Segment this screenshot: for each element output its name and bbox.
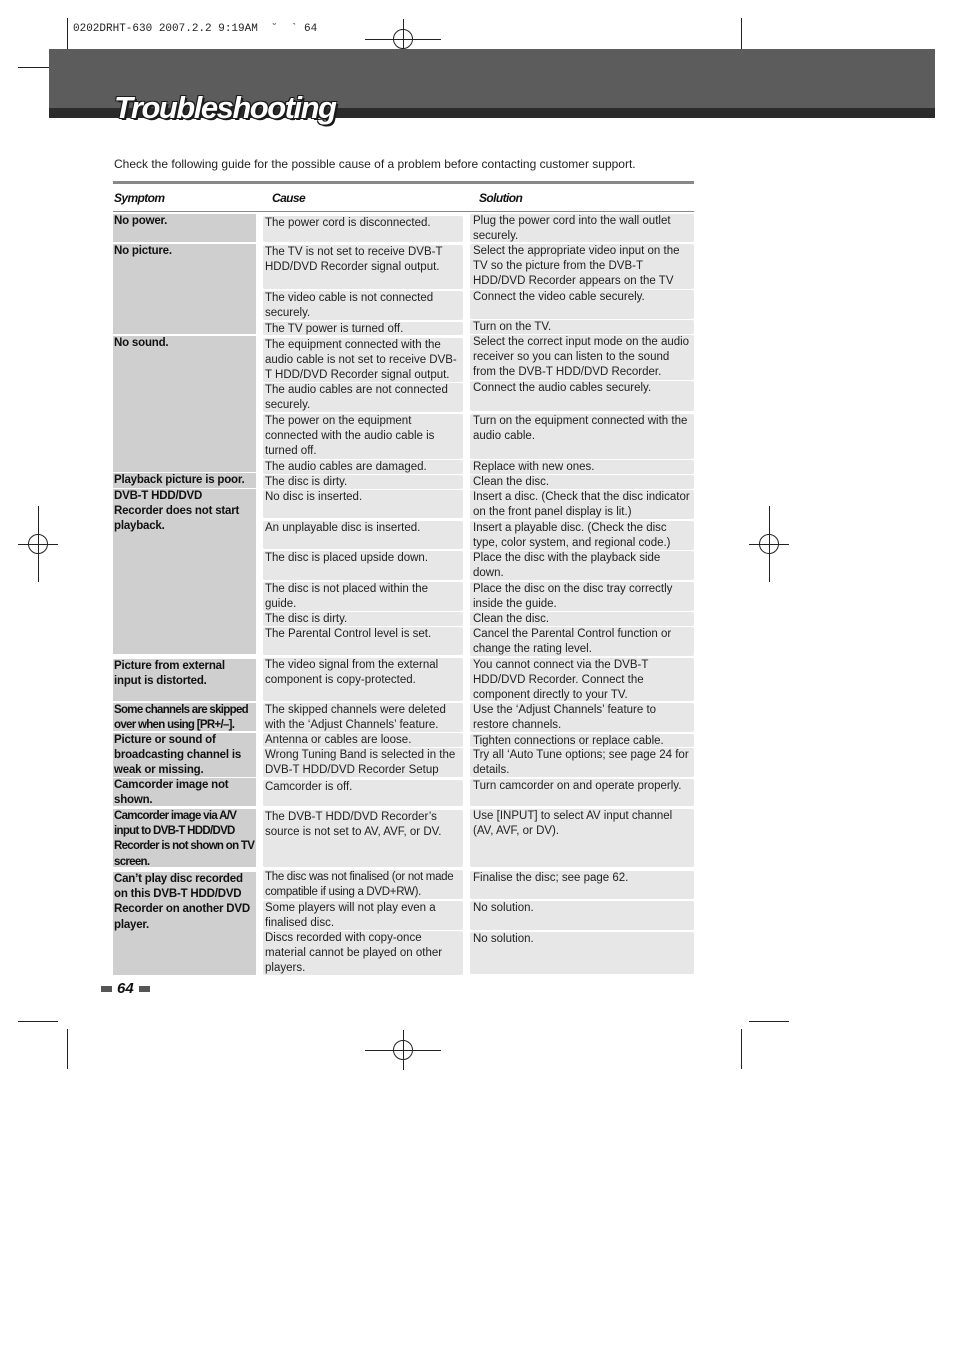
header-solution: Solution	[479, 191, 523, 205]
cause-cell: The DVB-T HDD/DVD Recorder’s source is not set to AV, AVF, or DV.	[263, 810, 463, 867]
cause-cell: The disc is placed upside down.	[263, 551, 463, 580]
page-number	[101, 980, 150, 997]
symptom-cell: Playback picture is poor.	[113, 473, 256, 488]
solution-cell: Turn camcorder on and operate properly.	[470, 779, 694, 806]
crop-mark	[67, 1029, 68, 1069]
cause-cell: The disc was not finalised (or not made compatible if using a DVD+RW).	[263, 870, 463, 899]
cause-cell: Wrong Tuning Band is selected in the DVB-T HDD/DVD Recorder Setup	[263, 748, 463, 777]
cause-cell: The audio cables are damaged.	[263, 460, 463, 474]
solution-cell: Plug the power cord into the wall outlet securely.	[470, 214, 694, 242]
solution-cell: No solution.	[470, 901, 694, 930]
symptom-cell: Picture from external input is distorted.	[113, 659, 256, 701]
crop-mark	[769, 506, 770, 582]
cause-cell: The disc is not placed within the guide.	[263, 582, 463, 611]
solution-cell: You cannot connect via the DVB-T HDD/DVD Recorder. Connect the component directly to your TV.	[470, 658, 694, 701]
page-number-text: 64	[117, 980, 134, 997]
header-cause: Cause	[272, 191, 306, 205]
symptom-cell: Some channels are skipped over when using [PR+/–].	[113, 703, 256, 731]
header-symptom: Symptom	[114, 191, 165, 205]
cause-cell: An unplayable disc is inserted.	[263, 521, 463, 549]
cause-cell: The audio cables are not connected securely.	[263, 383, 463, 412]
solution-cell: Place the disc on the disc tray correctly inside the guide.	[470, 582, 694, 611]
solution-cell: Cancel the Parental Control function or change the rating level.	[470, 627, 694, 656]
cause-cell: The skipped channels were deleted with the ‘Adjust Channels’ feature.	[263, 703, 463, 732]
cause-cell: The equipment connected with the audio cable is not set to receive DVB-T HDD/DVD Recorder signal output.	[263, 338, 463, 382]
intro-text: Check the following guide for the possible cause of a problem before contacting customer support.	[114, 157, 636, 171]
page-title: Troubleshooting	[114, 90, 336, 125]
troubleshooting-table	[113, 181, 694, 212]
cause-cell: The TV is not set to receive DVB-T HDD/DVD Recorder signal output.	[263, 245, 463, 289]
solution-cell: No solution.	[470, 932, 694, 974]
solution-cell: Connect the audio cables securely.	[470, 381, 694, 411]
crop-mark	[749, 1021, 789, 1022]
solution-cell: Turn on the TV.	[470, 320, 694, 334]
solution-cell: Turn on the equipment connected with the audio cable.	[470, 414, 694, 459]
cause-cell: The TV power is turned off.	[263, 322, 463, 335]
symptom-cell: Camcorder image not shown.	[113, 778, 256, 806]
cause-cell: The video cable is not connected securely.	[263, 291, 463, 320]
symptom-cell: Camcorder image via A/V input to DVB-T HDD/DVD Recorder is not shown on TV screen.	[114, 810, 255, 867]
table-header	[113, 184, 694, 212]
solution-cell: Replace with new ones.	[470, 460, 694, 474]
cause-cell: The disc is dirty.	[263, 612, 463, 626]
solution-cell: Insert a disc. (Check that the disc indicator on the front panel display is lit.)	[470, 490, 694, 519]
solution-cell: Insert a playable disc. (Check the disc type, color system, and regional code.)	[470, 521, 694, 550]
print-header: 0202DRHT-630 2007.2.2 9:19AM ˘ ` 64	[73, 23, 318, 35]
symptom-cell: No picture.	[113, 244, 256, 334]
cause-cell: Camcorder is off.	[263, 780, 463, 806]
page-marker-icon	[139, 986, 150, 992]
symptom-cell: Can’t play disc recorded on this DVB-T HDD/DVD Recorder on another DVD player.	[113, 872, 256, 975]
solution-cell: Place the disc with the playback side down.	[470, 551, 694, 580]
cause-cell: The video signal from the external component is copy-protected.	[263, 658, 463, 701]
cause-cell: The disc is dirty.	[263, 475, 463, 489]
solution-cell: Tighten connections or replace cable.	[470, 734, 694, 747]
symptom-cell: DVB-T HDD/DVD Recorder does not start playback.	[113, 489, 256, 654]
cause-cell: No disc is inserted.	[263, 490, 463, 518]
solution-cell: Finalise the disc; see page 62.	[470, 871, 694, 899]
symptom-cell: No power.	[113, 214, 256, 242]
symptom-cell: No sound.	[113, 336, 256, 472]
solution-cell: Clean the disc.	[470, 475, 694, 489]
solution-cell: Select the correct input mode on the audio receiver so you can listen to the sound from the DVB-T HDD/DVD Recorder.	[470, 335, 694, 380]
solution-cell: Try all ‘Auto Tune options; see page 24 for details.	[470, 748, 694, 777]
crop-mark	[403, 1030, 404, 1070]
cause-cell: The power on the equipment connected with the audio cable is turned off.	[263, 414, 463, 459]
solution-cell: Select the appropriate video input on the TV so the picture from the DVB-T HDD/DVD Recorder appears on the TV	[470, 244, 694, 289]
symptom-cell: Picture or sound of broadcasting channel is weak or missing.	[113, 733, 256, 777]
cause-cell: Some players will not play even a finalised disc.	[263, 901, 463, 930]
crop-mark	[18, 1021, 58, 1022]
crop-mark	[741, 1029, 742, 1069]
solution-cell: Clean the disc.	[470, 612, 694, 626]
crop-mark	[38, 506, 39, 582]
solution-cell: Use [INPUT] to select AV input channel (AV, AVF, or DV).	[470, 809, 694, 867]
solution-cell: Connect the video cable securely.	[470, 290, 694, 319]
solution-cell: Use the ‘Adjust Channels’ feature to restore channels.	[470, 703, 694, 732]
cause-cell: Antenna or cables are loose.	[263, 733, 463, 747]
page-marker-icon	[101, 986, 112, 992]
cause-cell: The Parental Control level is set.	[263, 627, 463, 655]
cause-cell: Discs recorded with copy-once material cannot be played on other players.	[263, 931, 463, 975]
cause-cell: The power cord is disconnected.	[263, 216, 463, 242]
